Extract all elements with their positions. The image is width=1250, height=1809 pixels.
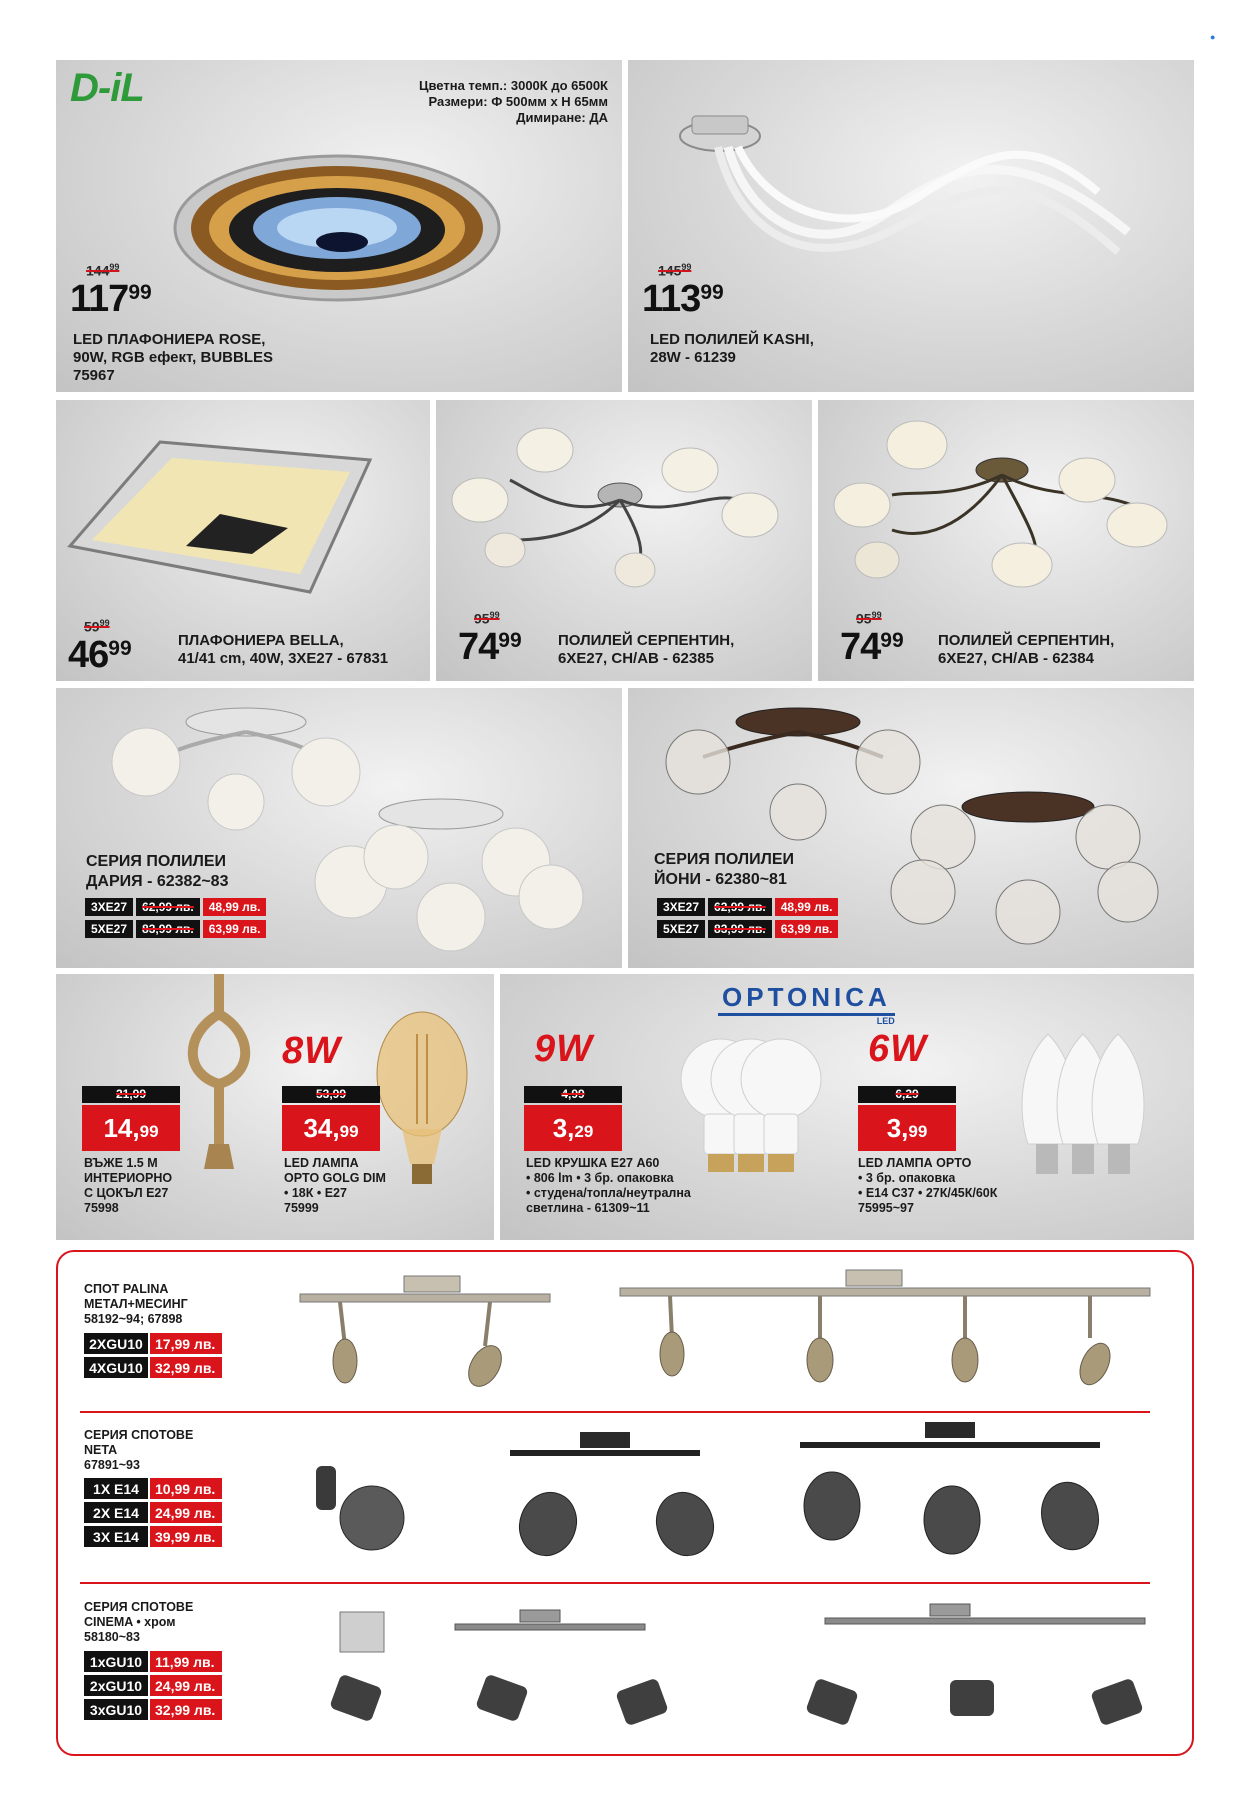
neta-title: СЕРИЯ СПОТОВЕ NETA 67891~93 xyxy=(84,1428,194,1472)
cinema-title: СЕРИЯ СПОТОВЕ CINEMA • хром 58180~83 xyxy=(84,1600,194,1644)
table-row: 2xGU10 24,99 лв. xyxy=(84,1675,222,1696)
candle6-watt: 6W xyxy=(868,1028,927,1070)
table-row: 1xGU10 11,99 лв. xyxy=(84,1651,222,1672)
cinema-price-table xyxy=(82,1648,224,1723)
panel-yoni xyxy=(628,688,1194,968)
spots-divider-2 xyxy=(80,1582,1150,1584)
dil-logo: D-iL xyxy=(70,66,144,110)
yoni-price-table xyxy=(654,894,841,942)
bella-price: $46^{99}$ xyxy=(68,634,132,676)
neta-price-table xyxy=(82,1475,224,1550)
palina-price-table xyxy=(82,1330,224,1381)
bella-ceiling-light-image xyxy=(70,442,380,592)
bulb9-desc: LED КРУШКА Е27 А60 • 806 lm • 3 бр. опаковка • студена/топла/неутрална светлина - 61309~11 xyxy=(526,1156,691,1215)
rope-image xyxy=(184,974,254,1174)
daria-price-table xyxy=(82,894,269,942)
daria-title: СЕРИЯ ПОЛИЛЕИ ДАРИЯ - 62382~83 xyxy=(86,853,229,890)
table-row: 4XGU10 32,99 лв. xyxy=(84,1357,222,1378)
spots-divider-1 xyxy=(80,1411,1150,1413)
bulb9-watt: 9W xyxy=(534,1028,593,1070)
yoni-title: СЕРИЯ ПОЛИЛЕИ ЙОНИ - 62380~81 xyxy=(654,851,795,888)
neta-spots-image xyxy=(310,1426,1170,1576)
panel-rope-lamp xyxy=(56,974,494,1240)
table-row: 3X E14 39,99 лв. xyxy=(84,1526,222,1547)
serpentin-62385-price: $74^{99}$ xyxy=(458,626,522,668)
table-row: 5XE27 83,99 лв. 63,99 лв. xyxy=(85,920,266,938)
bulb9-price-box: 4,99 3,29 xyxy=(524,1086,622,1151)
table-row: 3XE27 62,99 лв. 48,99 лв. xyxy=(85,898,266,916)
candle-bulbs-image xyxy=(1018,1024,1158,1204)
optonica-logo: OPTONICA LED xyxy=(718,982,895,1026)
serpentin-62384-chandelier-image xyxy=(832,420,1172,590)
panel-serpentin-62385 xyxy=(436,400,812,681)
rose-old-price: $144^{99}$ xyxy=(86,262,120,279)
serpentin-62385-chandelier-image xyxy=(450,420,790,590)
table-row: 2XGU10 17,99 лв. xyxy=(84,1333,222,1354)
candle6-price-box: 6,29 3,99 xyxy=(858,1086,956,1151)
panel-optonica-bulbs xyxy=(500,974,1194,1240)
rope-desc: ВЪЖЕ 1.5 М ИНТЕРИОРНО С ЦОКЪЛ Е27 75998 xyxy=(84,1156,173,1215)
golg-desc: LED ЛАМПА OPTO GOLG DIM • 18К • Е27 75999 xyxy=(284,1156,386,1215)
serpentin-62385-old-price: $95^{99}$ xyxy=(474,610,500,627)
table-row: 3xGU10 32,99 лв. xyxy=(84,1699,222,1720)
table-row: 3XE27 62,99 лв. 48,99 лв. xyxy=(657,898,838,916)
table-row: 5XE27 83,99 лв. 63,99 лв. xyxy=(657,920,838,938)
corner-mark: ● xyxy=(1210,32,1216,42)
serpentin-62384-old-price: $95^{99}$ xyxy=(856,610,882,627)
panel-bella xyxy=(56,400,430,681)
bella-title: ПЛАФОНИЕРА BELLA, 41/41 cm, 40W, 3XE27 - 67831 xyxy=(178,632,389,667)
serpentin-62384-title: ПОЛИЛЕЙ СЕРПЕНТИН, 6XE27, CH/AB - 62384 xyxy=(938,632,1115,667)
panel-rose xyxy=(56,60,622,392)
cinema-spots-image xyxy=(320,1600,1180,1740)
table-row: 2X E14 24,99 лв. xyxy=(84,1502,222,1523)
kashi-price: $113^{99}$ xyxy=(642,278,724,320)
serpentin-62384-price: $74^{99}$ xyxy=(840,626,904,668)
table-row: 1X E14 10,99 лв. xyxy=(84,1478,222,1499)
serpentin-62385-title: ПОЛИЛЕЙ СЕРПЕНТИН, 6XE27, CH/AB - 62385 xyxy=(558,632,735,667)
rose-price: $117^{99}$ xyxy=(70,278,152,320)
rose-specs: Цветна темп.: 3000К до 6500К Размери: Ф 500мм х Н 65мм Димиране: ДА xyxy=(418,78,608,125)
rose-ceiling-light-image xyxy=(172,148,502,308)
golg-price-box: 53,99 34,99 xyxy=(282,1086,380,1151)
bella-old-price: $59^{99}$ xyxy=(84,618,110,635)
kashi-title: LED ПОЛИЛЕЙ KASHI, 28W - 61239 xyxy=(650,331,814,366)
edison-bulb-image xyxy=(372,1004,472,1204)
golg-watt: 8W xyxy=(282,1030,341,1072)
a60-bulbs-image xyxy=(676,1034,826,1184)
rope-price-box: 21,99 14,99 xyxy=(82,1086,180,1151)
candle6-desc: LED ЛАМПА OPTO • 3 бр. опаковка • Е14 С37 • 27К/45К/60К 75995~97 xyxy=(858,1156,998,1215)
palina-title: СПОТ PALINA МЕТАЛ+МЕСИНГ 58192~94; 67898 xyxy=(84,1282,188,1326)
kashi-chandelier-image xyxy=(658,102,1138,302)
panel-serpentin-62384 xyxy=(818,400,1194,681)
palina-spots-image xyxy=(300,1266,1160,1406)
kashi-old-price: $145^{99}$ xyxy=(658,262,692,279)
panel-daria xyxy=(56,688,622,968)
panel-kashi xyxy=(628,60,1194,392)
rose-title: LED ПЛАФОНИЕРА ROSE, 90W, RGB ефект, BUBBLES 75967 xyxy=(73,331,274,384)
